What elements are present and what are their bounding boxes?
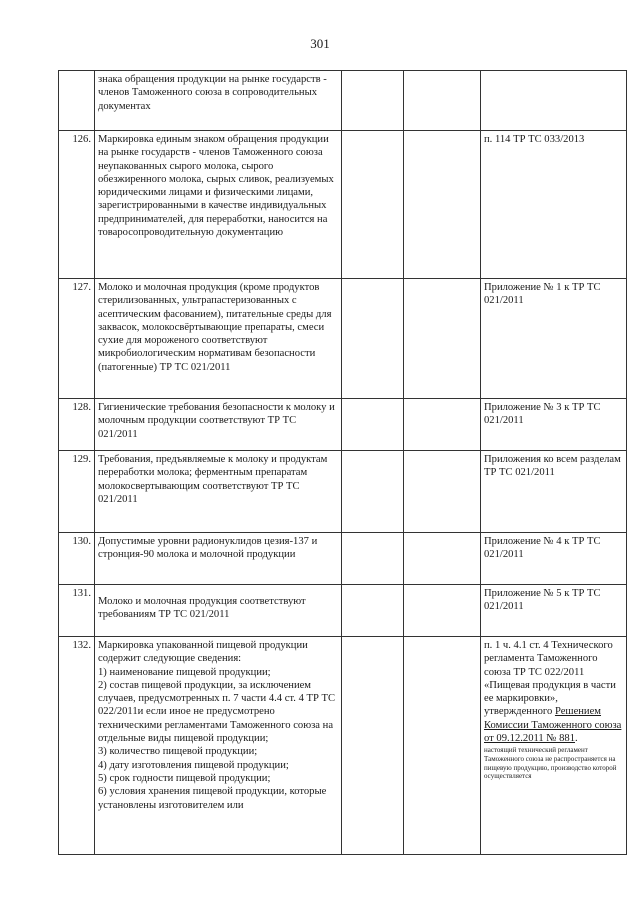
empty-cell <box>342 533 404 585</box>
requirement-line: Маркировка упакованной пищевой продукции содержит следующие сведения: <box>98 640 308 665</box>
row-number: 129. <box>59 451 95 533</box>
requirement-line: 6) условия хранения пищевой продукции, которые установлены изготовителем или <box>98 786 327 811</box>
reference-text: п. 114 ТР ТС 033/2013 <box>481 131 627 279</box>
table-row <box>59 585 627 637</box>
requirement-text: знака обращения продукции на рынке государств - членов Таможенного союза в сопроводительных документах <box>95 71 342 131</box>
table-row <box>59 451 627 533</box>
reference-text: Приложение № 1 к ТР ТС 021/2011 <box>481 279 627 399</box>
table-row <box>59 637 627 855</box>
empty-cell <box>404 585 481 637</box>
row-number <box>59 71 95 131</box>
empty-cell <box>404 451 481 533</box>
requirement-text: Требования, предъявляемые к молоку и продуктам переработки молока; ферментным препаратам молокосвертывающим соответствуют ТР ТС 021/2011 <box>95 451 342 533</box>
row-number: 127. <box>59 279 95 399</box>
row-number: 126. <box>59 131 95 279</box>
table-row <box>59 533 627 585</box>
empty-cell <box>404 279 481 399</box>
empty-cell <box>404 131 481 279</box>
requirement-text: Молоко и молочная продукция (кроме продуктов стерилизованных, ультрапастеризованных с асептическим фасованием), питательные среды для заквасок, молокосвёртывающие препараты, смеси сухие для мороженого соответствуют микробиологическим нормативам безопасности (патогенные) ТР ТС 021/2011 <box>95 279 342 399</box>
page-number: 301 <box>310 36 330 51</box>
requirement-line: 3) количество пищевой продукции; <box>98 746 258 758</box>
row-number: 130. <box>59 533 95 585</box>
requirement-text: Гигиенические требования безопасности к молоку и молочным продукции соответствуют ТР ТС 021/2011 <box>95 399 342 451</box>
empty-cell <box>342 131 404 279</box>
table-row <box>59 399 627 451</box>
requirement-line: 1) наименование пищевой продукции; <box>98 666 271 678</box>
reference-decision: Решением Комиссии Таможенного союза от 09.12.2011 № 881 <box>484 706 622 745</box>
requirement-line: 5) срок годности пищевой продукции; <box>98 772 271 784</box>
empty-cell <box>404 399 481 451</box>
empty-cell <box>342 71 404 131</box>
reference-tail: . <box>575 733 578 745</box>
empty-cell <box>404 533 481 585</box>
reference-text <box>481 637 627 855</box>
requirement-text: Допустимые уровни радионуклидов цезия-137 и стронция-90 молока и молочной продукции <box>95 533 342 585</box>
requirement-line: 4) дату изготовления пищевой продукции; <box>98 759 289 771</box>
empty-cell <box>404 71 481 131</box>
reference-text: Приложение № 3 к ТР ТС 021/2011 <box>481 399 627 451</box>
requirement-line: 2) состав пищевой продукции, за исключением случаев, предусмотренных п. 7 части 4.4 ст. 4 ТР ТС 022/2011и если иное не предусмотрено техническими регламентами Таможенного союза на отдельные виды пищевой продукции; <box>98 679 336 745</box>
empty-cell <box>342 585 404 637</box>
table-row <box>59 279 627 399</box>
reference-footnote: настоящий технический регламент Таможенного союза не распространяется на пищевую продукцию, производство которой осуществляется <box>484 746 617 781</box>
table-row <box>59 71 627 131</box>
row-number: 131. <box>59 585 95 637</box>
reference-main: п. 1 ч. 4.1 ст. 4 Технического регламента Таможенного союза ТР ТС 022/2011 «Пищевая продукция в части ее маркировки», утвержденного <box>484 640 616 718</box>
table-row <box>59 131 627 279</box>
empty-cell <box>342 399 404 451</box>
empty-cell <box>342 637 404 855</box>
reference-text: Приложение № 4 к ТР ТС 021/2011 <box>481 533 627 585</box>
requirement-text <box>95 637 342 855</box>
empty-cell <box>342 279 404 399</box>
reference-text: Приложения ко всем разделам ТР ТС 021/2011 <box>481 451 627 533</box>
requirement-text: Маркировка единым знаком обращения продукции на рынке государств - членов Таможенного союза неупакованных сырого молока, сырого обезжиренного молока, сырых сливок, реализуемых юридическими лицами и физическими лицами, зарегистрированными в качестве индивидуальных предпринимателей, для переработки, наносится на товаросопроводительную документацию <box>95 131 342 279</box>
reference-text <box>481 71 627 131</box>
requirement-text: Молоко и молочная продукция соответствуют требованиям ТР ТС 021/2011 <box>95 585 342 637</box>
row-number: 128. <box>59 399 95 451</box>
row-number: 132. <box>59 637 95 855</box>
reference-text: Приложение № 5 к ТР ТС 021/2011 <box>481 585 627 637</box>
requirements-table <box>58 70 627 855</box>
empty-cell <box>404 637 481 855</box>
empty-cell <box>342 451 404 533</box>
